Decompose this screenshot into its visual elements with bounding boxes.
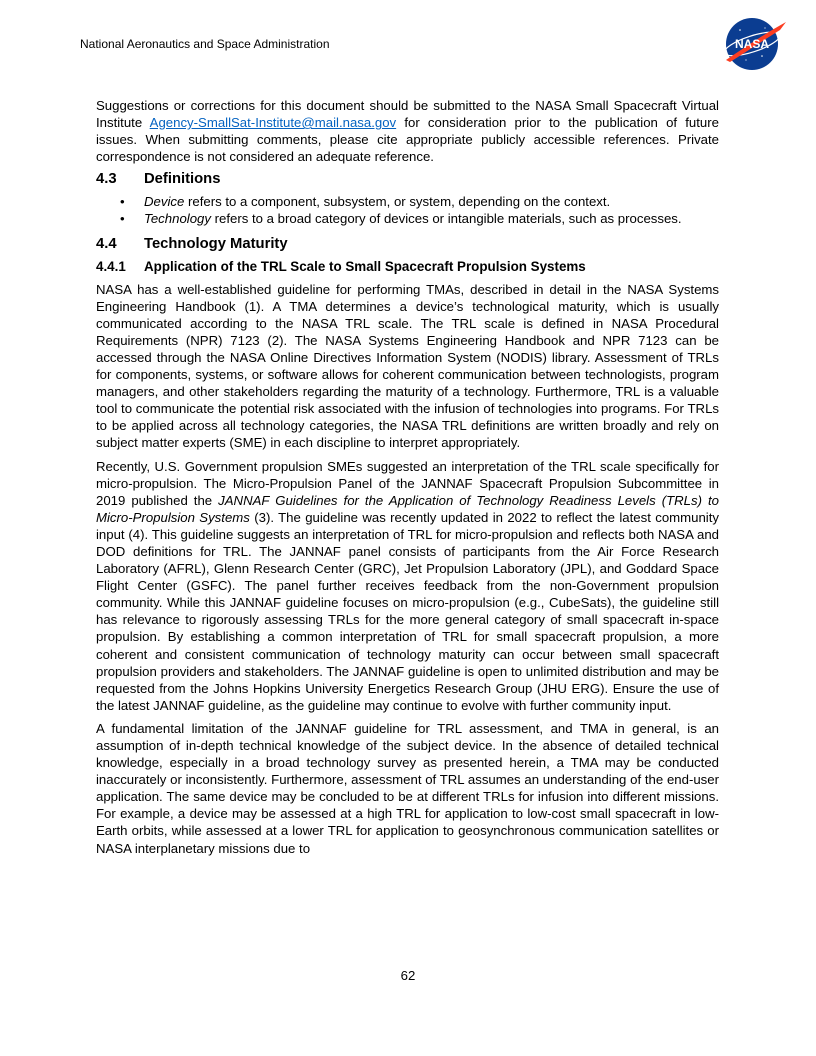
document-body — [96, 97, 719, 857]
page-header-org: National Aeronautics and Space Administration — [80, 37, 330, 51]
list-item: • Technology refers to a broad category of devices or intangible materials, such as processes. — [144, 210, 719, 227]
trl-paragraph-3: A fundamental limitation of the JANNAF guideline for TRL assessment, and TMA in general, is an assumption of in-depth technical knowledge of the subject device. In the absence of detailed technical knowledge, especially in a broad technology survey as presented herein, a TMA may be conducted inaccurately or inconsistently. Furthermore, assessment of TRL assumes an understanding of the end-user application. The same device may be concluded to be at different TRLs for infusion into different missions. For example, a device may be assessed at a high TRL for application to low-cost small spacecraft in low-Earth orbits, while assessed at a lower TRL for application to geosynchronous communication satellites or NASA interplanetary missions due to — [96, 720, 719, 856]
email-link[interactable]: Agency-SmallSat-Institute@mail.nasa.gov — [149, 115, 397, 131]
page-number: 62 — [400, 968, 416, 983]
nasa-logo-icon — [720, 16, 788, 72]
section-4-4-heading: 4.4 Technology Maturity — [96, 235, 288, 252]
trl-paragraph-1: NASA has a well-established guideline for performing TMAs, described in detail in the NASA Systems Engineering Handbook (1). A TMA determines a device’s technological maturity, which is usually communicated according to the NASA TRL scale. The TRL scale is defined in NASA Procedural Requirements (NPR) 7123 (2). The NASA Systems Engineering Handbook and NPR 7123 can be accessed through the NASA Online Directives Information System (NODIS) library. Assessment of TRLs for components, systems, or software allows for coherent communication between technologists, program managers, and other stakeholders regarding the maturity of a technology. Furthermore, TRL is a valuable tool to communicate the potential risk associated with the infusion of technologies into programs. For TRLs to be applied across all technology categories, the NASA TRL definitions are written broadly and rely on subject matter experts (SME) in each discipline to interpret appropriately. — [96, 281, 719, 451]
intro-paragraph: Suggestions or corrections for this document should be submitted to the NASA Small Spacecraft Virtual Institute Agency-SmallSat-Institute@mail.nasa.gov for consideration prior to the publication of future issues. When submitting comments, please cite appropriate publicly accessible references. Private correspondence is not considered an adequate reference. — [96, 98, 719, 165]
trl-paragraph-2: Recently, U.S. Government propulsion SMEs suggested an interpretation of the TRL scale specifically for micro-propulsion. The Micro-Propulsion Panel of the JANNAF Spacecraft Propulsion Subcommittee in 2019 published the JANNAF Guidelines for the Application of Technology Readiness Levels (TRLs) to Micro-Propulsion Systems (3). The guideline was recently updated in 2022 to reflect the latest community input (4). This guideline suggests an interpretation of TRL for micro-propulsion and reflects both NASA and DOD definitions for TRL. The JANNAF panel consists of participants from the Air Force Research Laboratory (AFRL), Glenn Research Center (GRC), Jet Propulsion Laboratory (JPL), and Goddard Space Flight Center (GSFC). The panel further receives feedback from the non-Government propulsion community. While this JANNAF guideline focuses on micro-propulsion (e.g., CubeSats), the guideline still has relevance to rigorously assessing TRLs for the more general category of small spacecraft in-space propulsion. By establishing a common interpretation of TRL for small spacecraft propulsion, a more coherent and consistent communication of technology maturity can occur between small spacecraft propulsion providers and stakeholders. The JANNAF guideline is open to unlimited distribution and may be requested from the Johns Hopkins University Energetics Research Group (JHU ERG). Ensure the use of the latest JANNAF guideline, as the guideline may continue to evolve with further community input. — [96, 458, 720, 713]
definitions-list — [96, 193, 719, 227]
nasa-logo-text: NASA — [734, 37, 770, 51]
list-item: • Device refers to a component, subsystem, or system, depending on the context. — [144, 193, 719, 210]
section-4-3-heading: 4.3 Definitions — [96, 171, 221, 188]
section-4-4-1-heading: 4.4.1 Application of the TRL Scale to Small Spacecraft Propulsion Systems — [96, 258, 586, 274]
